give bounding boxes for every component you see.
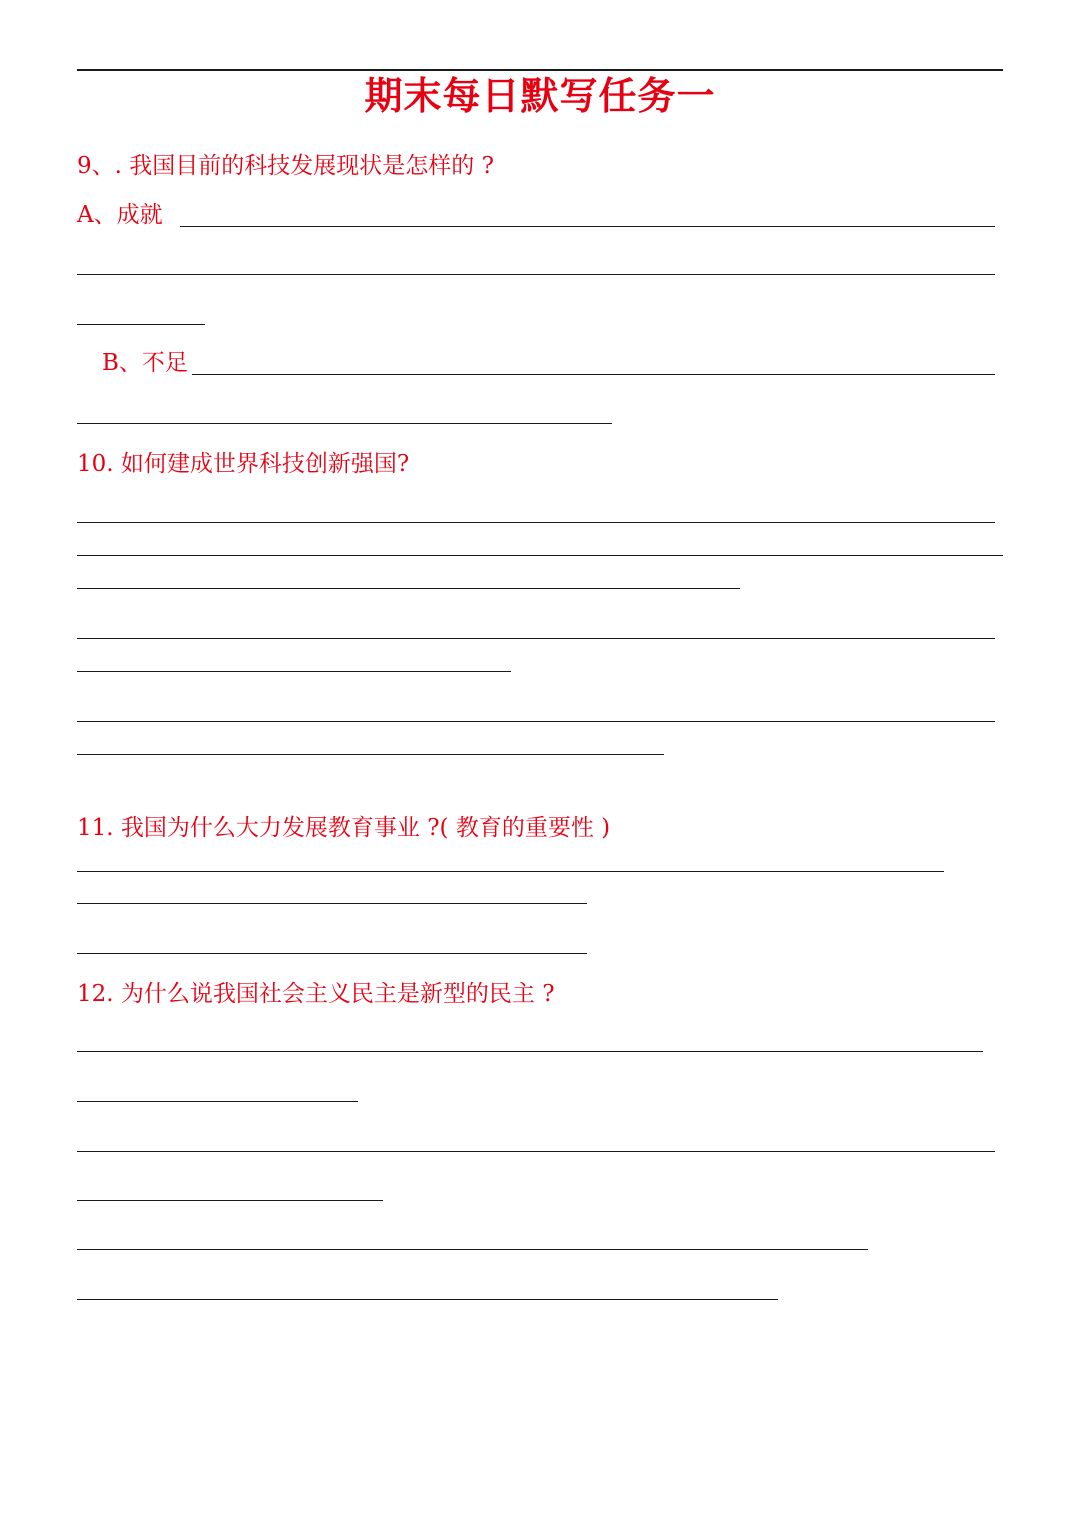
answer-line[interactable] (77, 1249, 868, 1250)
question-12: 12. 为什么说我国社会主义民主是新型的民主 ? (77, 981, 555, 1007)
answer-line[interactable] (77, 588, 740, 589)
answer-line[interactable] (77, 1151, 995, 1152)
question-9-option-b: B、不足 (102, 350, 188, 376)
answer-line[interactable] (77, 1051, 983, 1052)
answer-line[interactable] (77, 1299, 778, 1300)
answer-line[interactable] (77, 671, 511, 672)
page-title: 期末每日默写任务一 (364, 74, 716, 118)
answer-line[interactable] (77, 1200, 383, 1201)
answer-line[interactable] (180, 226, 995, 227)
answer-line[interactable] (77, 953, 587, 954)
answer-line[interactable] (77, 274, 995, 275)
answer-line[interactable] (192, 374, 995, 375)
answer-line[interactable] (77, 638, 995, 639)
answer-line[interactable] (77, 1101, 358, 1102)
answer-line[interactable] (77, 754, 664, 755)
answer-line[interactable] (77, 555, 1003, 556)
answer-line[interactable] (77, 871, 944, 872)
answer-line[interactable] (77, 522, 995, 523)
answer-line[interactable] (77, 721, 995, 722)
header-rule (77, 69, 1003, 71)
answer-line[interactable] (77, 324, 205, 325)
question-11: 11. 我国为什么大力发展教育事业 ?( 教育的重要性 ) (77, 815, 611, 841)
question-9-option-a: A、成就 (77, 202, 163, 228)
answer-line[interactable] (77, 423, 612, 424)
question-10: 10. 如何建成世界科技创新强国? (77, 451, 410, 477)
question-9: 9、. 我国目前的科技发展现状是怎样的 ? (77, 153, 494, 179)
answer-line[interactable] (77, 903, 587, 904)
